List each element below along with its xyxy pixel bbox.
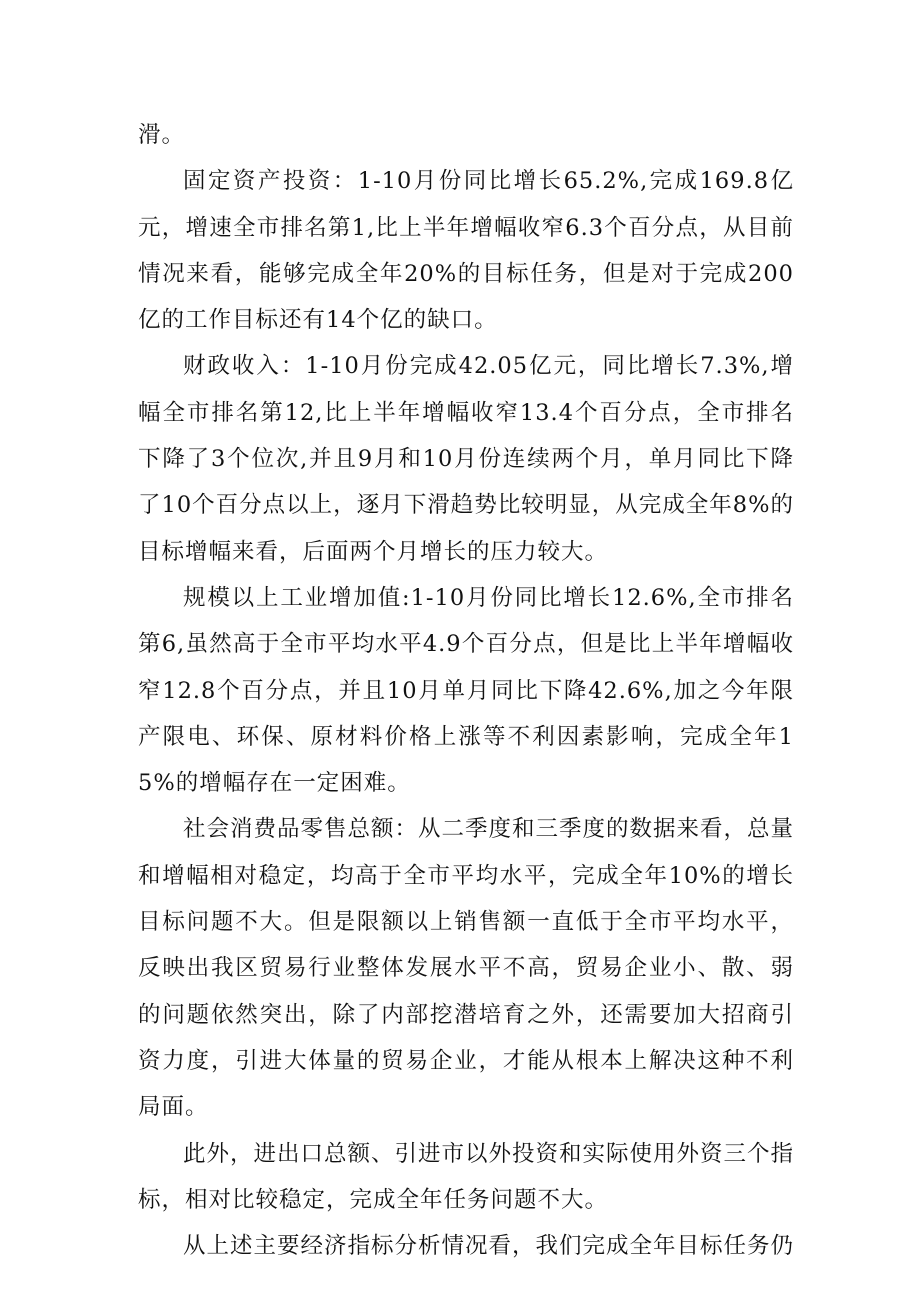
paragraph-fiscal-revenue: 财政收入：1-10月份完成42.05亿元，同比增长7.3%,增幅全市排名第12,比上半年增幅收窄13.4个百分点，全市排名下降了3个位次,并且9月和10月份连续两个月，单月同比下降了10个百分点以上，逐月下滑趋势比较明显，从完成全年8%的目标增幅来看，后面两个月增长的压力较大。 xyxy=(138,353,794,565)
paragraph-other-indicators: 此外，进出口总额、引进市以外投资和实际使用外资三个指标，相对比较稳定，完成全年任务问题不大。 xyxy=(138,1140,795,1213)
document-body xyxy=(138,112,794,1269)
paragraph-continuation: 滑。 xyxy=(138,122,186,148)
paragraph-retail-sales: 社会消费品零售总额：从二季度和三季度的数据来看，总量和增幅相对稳定，均高于全市平均水平，完成全年10%的增长目标问题不大。但是限额以上销售额一直低于全市平均水平，反映出我区贸易行业整体发展水平不高，贸易企业小、散、弱的问题依然突出，除了内部挖潜培育之外，还需要加大招商引资力度，引进大体量的贸易企业，才能从根本上解决这种不利局面。 xyxy=(138,816,795,1121)
paragraph-industrial-value-added: 规模以上工业增加值:1-10月份同比增长12.6%,全市排名第6,虽然高于全市平均水平4.9个百分点，但是比上半年增幅收窄12.8个百分点，并且10月单月同比下降42.6%,加之今年限产限电、环保、原材料价格上涨等不利因素影响，完成全年15%的增幅存在一定困难。 xyxy=(138,584,794,797)
paragraph-fixed-asset-investment: 固定资产投资：1-10月份同比增长65.2%,完成169.8亿元，增速全市排名第1,比上半年增幅收窄6.3个百分点，从目前情况来看，能够完成全年20%的目标任务，但是对于完成200亿的工作目标还有14个亿的缺口。 xyxy=(138,168,794,334)
paragraph-summary-start: 从上述主要经济指标分析情况看，我们完成全年目标任务仍 xyxy=(183,1233,795,1260)
